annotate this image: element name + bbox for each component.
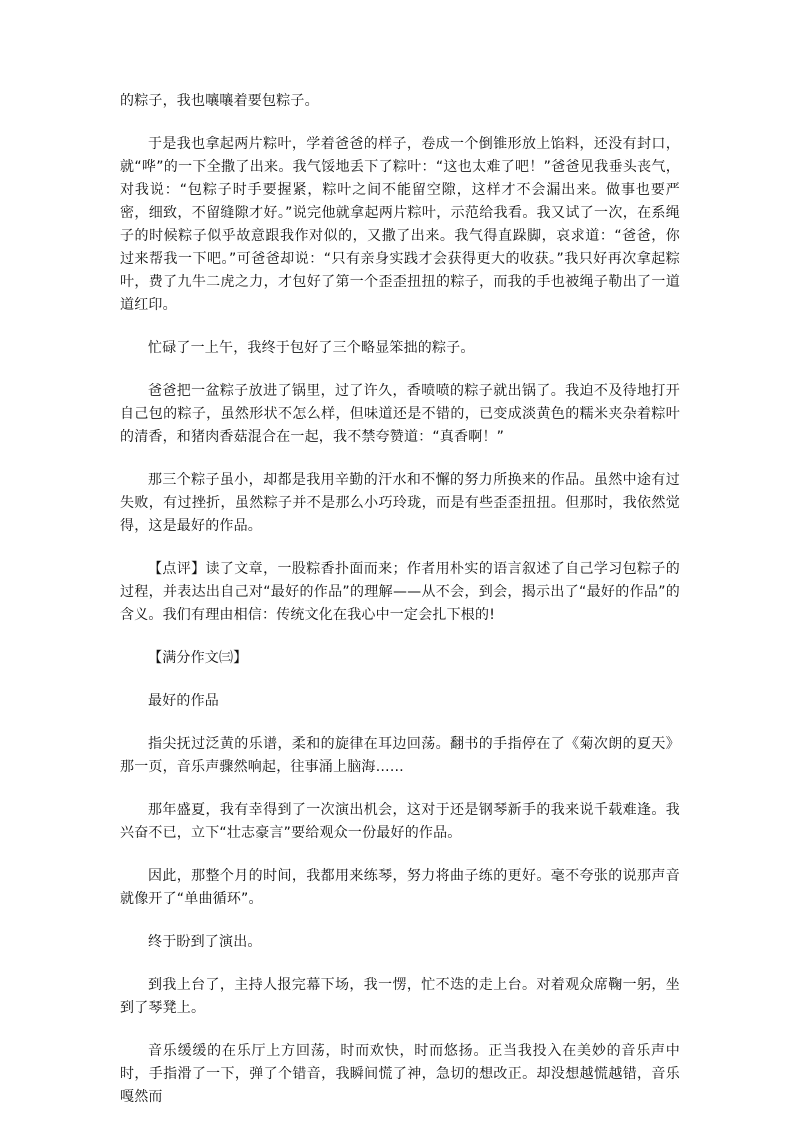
paragraph-wrapping-zongzi: 于是我也拿起两片粽叶，学着爸爸的样子，卷成一个倒锥形放上馅料，还没有封口，就“哗”的一下全撒了出来。我气馁地丢下了粽叶：“这也太难了吧！”爸爸见我垂头丧气，对我说：“包粽子时手要握紧，粽叶之间不能留空隙，这样才不会漏出来。做事也要严密，细致，不留缝隙才好。”说完他就拿起两片粽叶，示范给我看。我又试了一次，在系绳子的时候粽子似乎故意跟我作对似的，又撒了出来。我气得直跺脚，哀求道：“爸爸，你过来帮我一下吧。”可爸爸却说：“只有亲身实践才会获得更大的收获。”我只好再次拿起粽叶，费了九牛二虎之力，才包好了第一个歪歪扭扭的粽子，而我的手也被绳子勒出了一道道红印。	[120, 136, 680, 313]
paragraph-busy-morning: 忙碌了一上午，我终于包好了三个略显笨拙的粽子。	[148, 340, 475, 356]
paragraph-mistake: 音乐缓缓的在乐厅上方回荡，时而欢快，时而悠扬。正当我投入在美妙的音乐声中时，手指滑了一下，弹了个错音，我瞬间慌了神，急切的想改正。却没想越慌越错，音乐嘎然而	[120, 1043, 680, 1105]
paragraph-practice: 因此，那整个月的时间，我都用来练琴，努力将曲子练的更好。毫不夸张的说那声音就像开了“单曲循环”。	[120, 868, 680, 907]
paragraph-commentary: 【点评】读了文章，一股粽香扑面而来；作者用朴实的语言叙述了自己学习包粽子的过程，并表达出自己对“最好的作品”的理解——从不会，到会，揭示出了“最好的作品”的含义。我们有理由相信：传统文化在我心中一定会扎下根的!	[120, 561, 680, 623]
paragraph-sheet-music: 指尖抚过泛黄的乐谱，柔和的旋律在耳边回荡。翻书的手指停在了《菊次朗的夏天》那一页，音乐声骤然响起，往事涌上脑海……	[120, 736, 680, 775]
document-page	[120, 90, 680, 1129]
paragraph-cooking: 爸爸把一盆粽子放进了锅里，过了许久，香喷喷的粽子就出锅了。我迫不及待地打开自己包的粽子，虽然形状不怎么样，但味道还是不错的，已变成淡黄色的糯米夹杂着粽叶的清香，和猪肉香菇混合在一起，我不禁夸赞道：“真香啊！”	[120, 383, 680, 445]
paragraph-performance-day: 终于盼到了演出。	[148, 934, 262, 950]
paragraph-continuation: 的粽子，我也嚷嚷着要包粽子。	[120, 93, 319, 109]
section-heading: 【满分作文㈢】	[148, 650, 248, 666]
paragraph-best-work: 那三个粽子虽小，却都是我用辛勤的汗水和不懈的努力所换来的作品。虽然中途有过失败，有过挫折，虽然粽子并不是那么小巧玲珑，而是有些歪歪扭扭。但那时，我依然觉得，这是最好的作品。	[120, 472, 680, 534]
paragraph-performance-chance: 那年盛夏，我有幸得到了一次演出机会，这对于还是钢琴新手的我来说千载难逢。我兴奋不已，立下“壮志豪言”要给观众一份最好的作品。	[120, 802, 680, 841]
paragraph-on-stage: 到我上台了，主持人报完幕下场，我一愣，忙不迭的走上台。对着观众席鞠一躬，坐到了琴凳上。	[120, 977, 680, 1016]
essay-title: 最好的作品	[148, 693, 219, 709]
